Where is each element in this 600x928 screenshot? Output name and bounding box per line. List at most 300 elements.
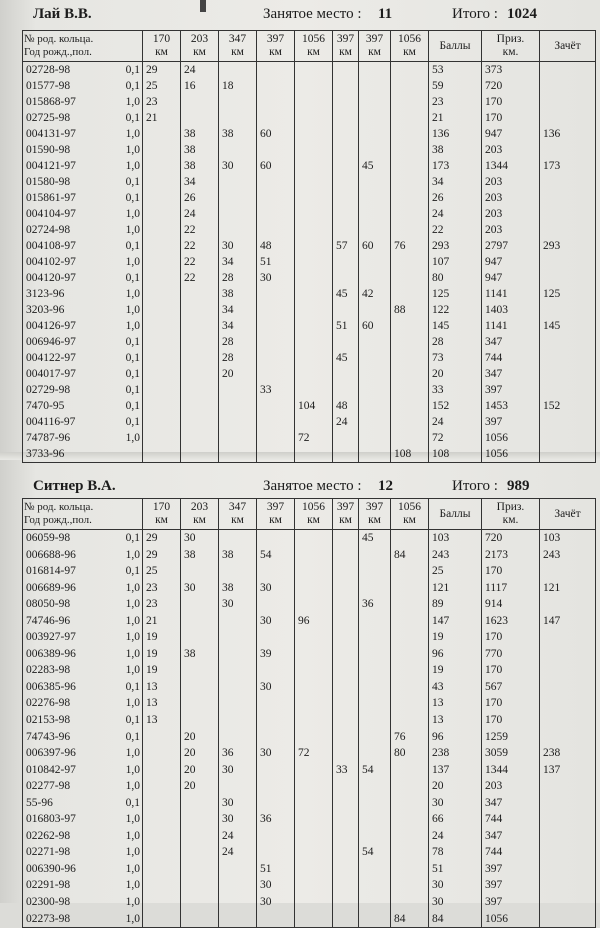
distance-points-cell xyxy=(333,596,359,613)
credit-cell xyxy=(540,795,596,812)
prize-km-cell: 744 xyxy=(482,844,540,861)
points-cell: 122 xyxy=(429,302,482,318)
distance-points-cell xyxy=(143,762,181,779)
distance-points-cell xyxy=(143,446,181,463)
sex-cell: 1,0 xyxy=(123,745,143,762)
distance-points-cell: 23 xyxy=(143,596,181,613)
sex-cell: 1,0 xyxy=(123,778,143,795)
credit-cell xyxy=(540,142,596,158)
distance-points-cell: 36 xyxy=(359,596,391,613)
distance-points-cell: 29 xyxy=(143,547,181,564)
distance-points-cell xyxy=(391,596,429,613)
sex-cell: 0,1 xyxy=(123,679,143,696)
prize-column-header: Приз. км. xyxy=(482,31,540,62)
distance-points-cell xyxy=(143,270,181,286)
distance-points-cell xyxy=(391,762,429,779)
distance-points-cell xyxy=(295,94,333,110)
table-row xyxy=(23,110,596,126)
sex-cell: 1,0 xyxy=(123,142,143,158)
distance-points-cell xyxy=(391,613,429,630)
points-cell: 21 xyxy=(429,110,482,126)
distance-points-cell: 88 xyxy=(391,302,429,318)
prize-km-cell: 770 xyxy=(482,646,540,663)
results-table xyxy=(22,30,596,463)
credit-cell xyxy=(540,446,596,463)
distance-points-cell xyxy=(257,828,295,845)
distance-points-cell xyxy=(333,446,359,463)
table-row xyxy=(23,142,596,158)
distance-points-cell xyxy=(333,78,359,94)
distance-points-cell xyxy=(295,877,333,894)
points-cell: 72 xyxy=(429,430,482,446)
prize-km-cell: 567 xyxy=(482,679,540,696)
distance-points-cell xyxy=(333,646,359,663)
distance-points-cell xyxy=(257,446,295,463)
points-cell: 84 xyxy=(429,911,482,928)
prize-km-cell: 170 xyxy=(482,629,540,646)
distance-points-cell xyxy=(143,366,181,382)
distance-points-cell: 30 xyxy=(257,877,295,894)
distance-points-cell xyxy=(359,712,391,729)
points-cell: 24 xyxy=(429,828,482,845)
distance-points-cell: 20 xyxy=(181,745,219,762)
distance-points-cell xyxy=(143,350,181,366)
credit-cell: 136 xyxy=(540,126,596,142)
distance-points-cell xyxy=(359,446,391,463)
sex-cell: 1,0 xyxy=(123,158,143,174)
distance-points-cell xyxy=(181,596,219,613)
credit-cell xyxy=(540,110,596,126)
ring-number-cell: 7470-95 xyxy=(23,398,123,414)
prize-km-cell: 720 xyxy=(482,78,540,94)
credit-cell: 238 xyxy=(540,745,596,762)
distance-points-cell xyxy=(359,302,391,318)
distance-points-cell xyxy=(143,894,181,911)
distance-points-cell: 34 xyxy=(181,174,219,190)
sex-cell: 0,1 xyxy=(123,78,143,94)
distance-points-cell xyxy=(391,222,429,238)
table-row xyxy=(23,174,596,190)
prize-km-cell: 373 xyxy=(482,62,540,79)
credit-cell xyxy=(540,844,596,861)
distance-points-cell: 42 xyxy=(359,286,391,302)
table-row xyxy=(23,762,596,779)
prize-km-cell: 3059 xyxy=(482,745,540,762)
sex-cell: 0,1 xyxy=(123,795,143,812)
distance-points-cell xyxy=(219,662,257,679)
credit-cell xyxy=(540,646,596,663)
ring-number-cell: 004116-97 xyxy=(23,414,123,430)
distance-points-cell xyxy=(391,695,429,712)
distance-points-cell xyxy=(257,286,295,302)
credit-cell: 121 xyxy=(540,580,596,597)
distance-points-cell xyxy=(143,729,181,746)
distance-points-cell xyxy=(333,94,359,110)
distance-points-cell xyxy=(295,318,333,334)
points-cell: 19 xyxy=(429,662,482,679)
points-cell: 30 xyxy=(429,894,482,911)
table-row xyxy=(23,334,596,350)
distance-points-cell xyxy=(359,894,391,911)
distance-points-cell xyxy=(333,844,359,861)
distance-points-cell xyxy=(333,254,359,270)
distance-points-cell: 29 xyxy=(143,62,181,79)
credit-cell xyxy=(540,334,596,350)
table-row xyxy=(23,679,596,696)
distance-points-cell xyxy=(391,158,429,174)
credit-cell xyxy=(540,911,596,928)
distance-points-cell xyxy=(143,174,181,190)
distance-points-cell: 16 xyxy=(181,78,219,94)
distance-points-cell xyxy=(295,206,333,222)
distance-points-cell xyxy=(181,398,219,414)
distance-points-cell xyxy=(391,398,429,414)
distance-points-cell xyxy=(359,877,391,894)
sex-cell: 0,1 xyxy=(123,238,143,254)
table-row xyxy=(23,286,596,302)
distance-points-cell xyxy=(257,662,295,679)
distance-points-cell: 30 xyxy=(181,530,219,547)
distance-points-cell xyxy=(333,382,359,398)
distance-points-cell: 108 xyxy=(391,446,429,463)
prize-km-cell: 1344 xyxy=(482,158,540,174)
distance-points-cell: 22 xyxy=(181,222,219,238)
points-cell: 89 xyxy=(429,596,482,613)
distance-points-cell xyxy=(295,350,333,366)
table-row xyxy=(23,190,596,206)
distance-points-cell: 24 xyxy=(219,828,257,845)
distance-points-cell xyxy=(295,844,333,861)
distance-column-header: 1056 км xyxy=(295,499,333,530)
distance-points-cell: 36 xyxy=(219,745,257,762)
credit-cell xyxy=(540,662,596,679)
distance-points-cell xyxy=(219,206,257,222)
distance-points-cell xyxy=(295,729,333,746)
distance-points-cell xyxy=(359,662,391,679)
distance-points-cell: 30 xyxy=(257,613,295,630)
fancier-name: Ситнер В.А. xyxy=(33,478,116,494)
distance-points-cell: 21 xyxy=(143,110,181,126)
distance-points-cell xyxy=(391,861,429,878)
distance-points-cell xyxy=(181,662,219,679)
distance-points-cell xyxy=(295,712,333,729)
distance-points-cell xyxy=(333,828,359,845)
distance-points-cell xyxy=(391,270,429,286)
ring-number-cell: 06059-98 xyxy=(23,530,123,547)
sex-cell: 0,1 xyxy=(123,530,143,547)
distance-points-cell xyxy=(295,662,333,679)
distance-points-cell: 60 xyxy=(359,318,391,334)
distance-points-cell xyxy=(333,126,359,142)
distance-points-cell xyxy=(143,745,181,762)
credit-cell: 147 xyxy=(540,613,596,630)
sex-cell xyxy=(123,446,143,463)
distance-points-cell xyxy=(295,190,333,206)
ring-number-cell: 015868-97 xyxy=(23,94,123,110)
points-cell: 24 xyxy=(429,414,482,430)
distance-points-cell xyxy=(359,62,391,79)
distance-points-cell xyxy=(257,190,295,206)
distance-points-cell xyxy=(257,318,295,334)
fancier-name: Лай В.В. xyxy=(33,6,92,22)
distance-points-cell xyxy=(181,712,219,729)
distance-column-header: 1056 км xyxy=(391,31,429,62)
prize-km-cell: 203 xyxy=(482,174,540,190)
distance-points-cell xyxy=(143,398,181,414)
prize-km-cell: 1056 xyxy=(482,430,540,446)
sex-cell: 1,0 xyxy=(123,828,143,845)
distance-points-cell xyxy=(181,414,219,430)
distance-points-cell xyxy=(257,430,295,446)
distance-points-cell xyxy=(181,695,219,712)
distance-points-cell xyxy=(359,828,391,845)
distance-points-cell xyxy=(333,795,359,812)
distance-points-cell xyxy=(391,430,429,446)
distance-points-cell: 38 xyxy=(219,126,257,142)
sex-cell: 1,0 xyxy=(123,547,143,564)
table-row xyxy=(23,270,596,286)
points-cell: 30 xyxy=(429,795,482,812)
distance-points-cell xyxy=(333,911,359,928)
distance-points-cell: 30 xyxy=(219,795,257,812)
points-cell: 137 xyxy=(429,762,482,779)
distance-points-cell xyxy=(219,629,257,646)
place-value: 12 xyxy=(378,478,393,494)
total-value: 989 xyxy=(507,478,530,494)
distance-points-cell xyxy=(219,382,257,398)
prize-km-cell: 203 xyxy=(482,142,540,158)
distance-points-cell: 60 xyxy=(257,126,295,142)
distance-points-cell: 38 xyxy=(181,142,219,158)
ring-number-cell: 02300-98 xyxy=(23,894,123,911)
ring-number-cell: 3123-96 xyxy=(23,286,123,302)
credit-cell xyxy=(540,861,596,878)
sex-cell: 0,1 xyxy=(123,334,143,350)
prize-km-cell: 203 xyxy=(482,190,540,206)
sex-cell: 1,0 xyxy=(123,695,143,712)
credit-cell xyxy=(540,174,596,190)
distance-points-cell: 28 xyxy=(219,270,257,286)
distance-points-cell xyxy=(391,646,429,663)
distance-points-cell: 33 xyxy=(333,762,359,779)
distance-points-cell xyxy=(143,911,181,928)
credit-cell xyxy=(540,94,596,110)
table-row xyxy=(23,745,596,762)
distance-points-cell: 30 xyxy=(181,580,219,597)
ring-number-cell: 004102-97 xyxy=(23,254,123,270)
distance-points-cell xyxy=(257,110,295,126)
distance-points-cell: 38 xyxy=(181,547,219,564)
points-cell: 238 xyxy=(429,745,482,762)
distance-points-cell xyxy=(219,174,257,190)
ring-number-cell: 74787-96 xyxy=(23,430,123,446)
distance-points-cell: 30 xyxy=(257,270,295,286)
distance-points-cell xyxy=(391,142,429,158)
distance-points-cell xyxy=(295,547,333,564)
credit-cell xyxy=(540,894,596,911)
distance-points-cell xyxy=(143,778,181,795)
ring-number-cell: 006385-96 xyxy=(23,679,123,696)
ring-number-cell: 006390-96 xyxy=(23,861,123,878)
points-cell: 108 xyxy=(429,446,482,463)
table-row xyxy=(23,62,596,79)
distance-points-cell xyxy=(333,613,359,630)
distance-points-cell xyxy=(257,563,295,580)
credit-cell xyxy=(540,811,596,828)
sex-cell: 1,0 xyxy=(123,318,143,334)
distance-points-cell xyxy=(391,530,429,547)
distance-points-cell xyxy=(219,877,257,894)
distance-points-cell xyxy=(333,62,359,79)
distance-points-cell xyxy=(257,795,295,812)
distance-points-cell: 84 xyxy=(391,911,429,928)
distance-points-cell: 18 xyxy=(219,78,257,94)
points-cell: 59 xyxy=(429,78,482,94)
distance-points-cell: 19 xyxy=(143,646,181,663)
points-cell: 38 xyxy=(429,142,482,158)
prize-km-cell: 1141 xyxy=(482,318,540,334)
distance-points-cell xyxy=(333,679,359,696)
table-row xyxy=(23,318,596,334)
total-value: 1024 xyxy=(507,6,537,22)
distance-points-cell xyxy=(295,646,333,663)
distance-points-cell xyxy=(295,596,333,613)
table-row xyxy=(23,596,596,613)
prize-km-cell: 1056 xyxy=(482,446,540,463)
credit-cell: 103 xyxy=(540,530,596,547)
table-row xyxy=(23,78,596,94)
sex-cell: 1,0 xyxy=(123,430,143,446)
distance-points-cell xyxy=(359,206,391,222)
distance-points-cell: 22 xyxy=(181,270,219,286)
distance-points-cell xyxy=(333,530,359,547)
credit-cell xyxy=(540,729,596,746)
credit-cell xyxy=(540,270,596,286)
distance-points-cell xyxy=(359,222,391,238)
sex-cell: 1,0 xyxy=(123,762,143,779)
distance-points-cell xyxy=(295,382,333,398)
ring-number-cell: 01580-98 xyxy=(23,174,123,190)
prize-km-cell: 947 xyxy=(482,254,540,270)
distance-points-cell xyxy=(257,712,295,729)
credit-cell xyxy=(540,563,596,580)
ring-number-cell: 02291-98 xyxy=(23,877,123,894)
distance-column-header: 397 км xyxy=(333,499,359,530)
sex-cell: 0,1 xyxy=(123,712,143,729)
ring-number-cell: 02262-98 xyxy=(23,828,123,845)
table-row xyxy=(23,350,596,366)
distance-points-cell xyxy=(295,894,333,911)
sex-cell: 1,0 xyxy=(123,877,143,894)
prize-km-cell: 170 xyxy=(482,94,540,110)
distance-points-cell: 23 xyxy=(143,94,181,110)
distance-points-cell xyxy=(359,795,391,812)
distance-points-cell xyxy=(181,679,219,696)
sex-cell: 0,1 xyxy=(123,729,143,746)
distance-points-cell xyxy=(391,318,429,334)
distance-points-cell xyxy=(181,334,219,350)
distance-points-cell xyxy=(295,629,333,646)
distance-points-cell xyxy=(295,366,333,382)
points-cell: 20 xyxy=(429,366,482,382)
table-row xyxy=(23,646,596,663)
distance-points-cell xyxy=(391,286,429,302)
ring-number-cell: 003927-97 xyxy=(23,629,123,646)
distance-column-header: 170 км xyxy=(143,31,181,62)
distance-points-cell xyxy=(359,778,391,795)
distance-points-cell: 19 xyxy=(143,629,181,646)
distance-points-cell xyxy=(391,795,429,812)
distance-points-cell xyxy=(219,646,257,663)
distance-points-cell xyxy=(359,366,391,382)
prize-km-cell: 203 xyxy=(482,778,540,795)
distance-points-cell xyxy=(333,547,359,564)
distance-points-cell xyxy=(359,174,391,190)
distance-points-cell xyxy=(333,334,359,350)
place-label: Занятое место : xyxy=(263,478,362,494)
credit-cell xyxy=(540,78,596,94)
points-cell: 103 xyxy=(429,530,482,547)
points-cell: 19 xyxy=(429,629,482,646)
sex-cell: 1,0 xyxy=(123,580,143,597)
points-cell: 293 xyxy=(429,238,482,254)
distance-points-cell xyxy=(181,302,219,318)
ring-number-cell: 02283-98 xyxy=(23,662,123,679)
prize-km-cell: 170 xyxy=(482,695,540,712)
table-row xyxy=(23,547,596,564)
distance-column-header: 347 км xyxy=(219,499,257,530)
distance-points-cell xyxy=(333,778,359,795)
credit-cell xyxy=(540,430,596,446)
distance-points-cell xyxy=(333,877,359,894)
distance-points-cell xyxy=(143,142,181,158)
distance-points-cell xyxy=(295,828,333,845)
points-cell: 78 xyxy=(429,844,482,861)
results-table xyxy=(22,498,596,928)
distance-points-cell xyxy=(391,174,429,190)
table-row xyxy=(23,613,596,630)
prize-km-cell: 947 xyxy=(482,126,540,142)
credit-cell xyxy=(540,877,596,894)
table-row xyxy=(23,662,596,679)
table-row xyxy=(23,877,596,894)
distance-points-cell xyxy=(143,190,181,206)
distance-column-header: 347 км xyxy=(219,31,257,62)
ring-number-cell: 02153-98 xyxy=(23,712,123,729)
sex-cell: 1,0 xyxy=(123,126,143,142)
distance-points-cell: 24 xyxy=(333,414,359,430)
distance-points-cell xyxy=(257,174,295,190)
distance-points-cell: 45 xyxy=(359,158,391,174)
distance-points-cell xyxy=(181,350,219,366)
distance-points-cell xyxy=(257,78,295,94)
prize-km-cell: 744 xyxy=(482,350,540,366)
distance-points-cell xyxy=(219,695,257,712)
distance-points-cell xyxy=(391,110,429,126)
credit-cell xyxy=(540,679,596,696)
distance-points-cell: 57 xyxy=(333,238,359,254)
distance-points-cell xyxy=(333,811,359,828)
distance-points-cell: 24 xyxy=(181,206,219,222)
distance-points-cell xyxy=(257,695,295,712)
distance-points-cell xyxy=(219,430,257,446)
sex-cell: 1,0 xyxy=(123,613,143,630)
prize-km-cell: 1453 xyxy=(482,398,540,414)
distance-points-cell xyxy=(391,662,429,679)
distance-points-cell xyxy=(143,206,181,222)
distance-points-cell xyxy=(219,414,257,430)
table-row xyxy=(23,712,596,729)
